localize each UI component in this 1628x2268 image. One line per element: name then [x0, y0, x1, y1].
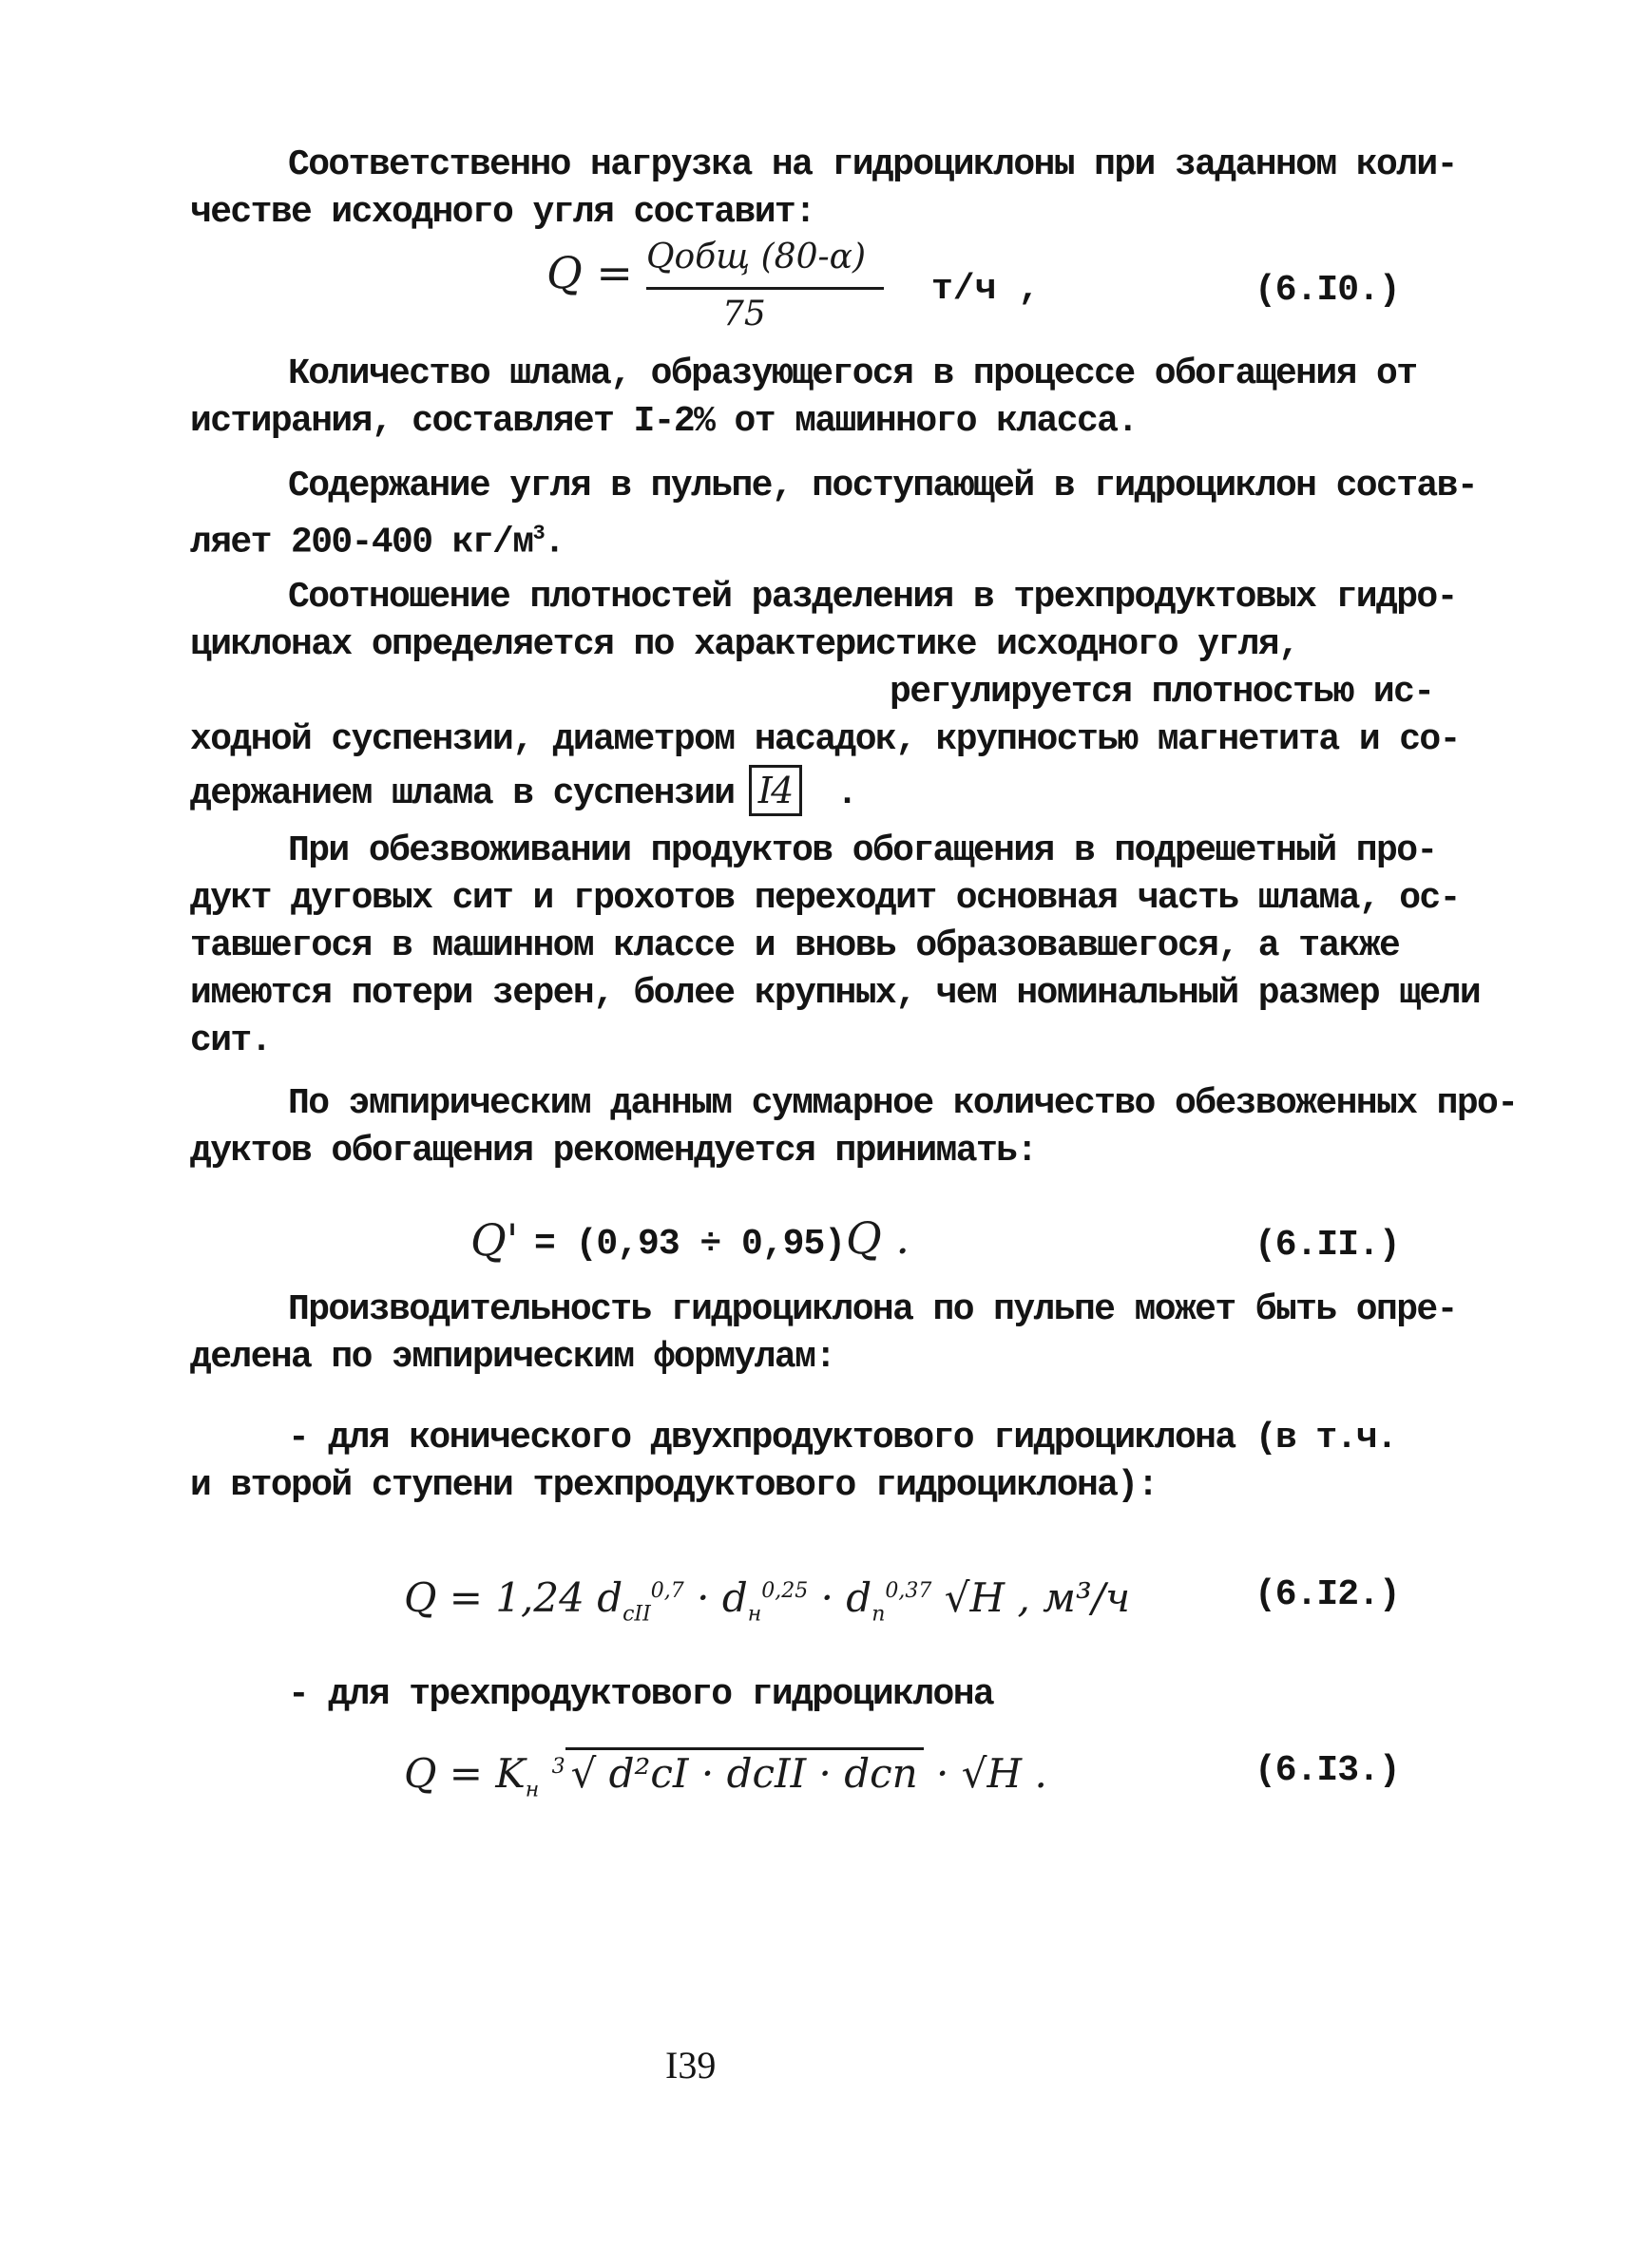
cubic-superscript: 3 [532, 522, 545, 545]
eq-6-10-fraction-bar [646, 287, 884, 290]
eq-6-13-lhs-sub: н [525, 1778, 540, 1802]
eq-6-12-root: √H [944, 1574, 1006, 1621]
eq-6-12-term-3-sub: п [871, 1602, 886, 1627]
eq-6-10-number: (6.I0.) [1255, 270, 1400, 311]
paragraph-4-line-1: Соотношение плотностей разделения в трехпродуктовых гидро- [288, 577, 1457, 618]
paragraph-5-line-3: тавшегося в машинном классе и вновь образовавшегося, а также [190, 925, 1400, 966]
eq-6-10-lhs: Q = [546, 247, 633, 298]
eq-6-12-term-2 [697, 1574, 809, 1627]
eq-6-12-term-1-base: d [597, 1574, 623, 1621]
eq-6-11-number: (6.II.) [1255, 1225, 1400, 1266]
eq-6-13-number: (6.I3.) [1255, 1750, 1400, 1791]
paragraph-9-line-1: - для трехпродуктового гидроциклона [288, 1674, 994, 1715]
paragraph-4-line-2: циклонах определяется по характеристике исходного угля, [190, 624, 1299, 665]
paragraph-5-line-5: сит. [190, 1020, 271, 1061]
paragraph-4-period: . [836, 773, 857, 814]
reference-bracket: I4 [755, 765, 796, 816]
eq-6-12-term-2-sub: н [747, 1602, 762, 1627]
paragraph-1-line-1: Соответственно нагрузка на гидроциклоны при заданном коли- [288, 144, 1457, 185]
paragraph-3-line-2 [190, 511, 564, 566]
eq-6-13-tail: · √H . [936, 1750, 1047, 1797]
eq-6-12-term-3-sup: 0,37 [885, 1579, 932, 1603]
eq-6-10-unit: т/ч , [931, 269, 1041, 310]
paragraph-4-line-4: ходной суспензии, диаметром насадок, крупностью магнетита и со- [190, 719, 1460, 760]
paragraph-3-line-1: Содержание угля в пульпе, поступающей в гидроциклон состав- [288, 466, 1478, 506]
eq-6-12-term-1-sup: 0,7 [650, 1579, 684, 1603]
eq-6-10-denominator: 75 [722, 295, 766, 334]
paragraph-7-line-2: делена по эмпирическим формулам: [190, 1337, 835, 1378]
paragraph-3-line-2-text: ляет 200-400 кг/м [190, 522, 533, 563]
eq-6-12-number: (6.I2.) [1255, 1574, 1400, 1615]
paragraph-8-line-2: и второй ступени трехпродуктового гидроциклона): [190, 1465, 1158, 1506]
eq-6-11-q: Q . [846, 1212, 910, 1264]
paragraph-4-line-3: регулируется плотностью ис- [890, 672, 1434, 713]
equation-6-13 [404, 1744, 1047, 1814]
eq-6-11-lhs: Q' [470, 1214, 519, 1266]
eq-6-12-term-3 [820, 1574, 932, 1627]
paragraph-5-line-2: дукт дуговых сит и грохотов переходит основная часть шлама, ос- [190, 878, 1460, 919]
paragraph-8-line-1: - для конического двухпродуктового гидроциклона (в т.ч. [288, 1418, 1397, 1458]
paragraph-5-line-4: имеются потери зерен, более крупных, чем номинальный размер щели [190, 973, 1481, 1014]
paragraph-7-line-1: Производительность гидроциклона по пульпе может быть опре- [288, 1289, 1457, 1330]
paragraph-4-line-5-text: держанием шлама в суспензии [190, 773, 735, 814]
page-number: I39 [665, 2044, 717, 2087]
eq-6-11-rhs: = (0,93 ÷ 0,95) [534, 1224, 846, 1265]
paragraph-1-line-2: честве исходного угля составит: [190, 192, 815, 233]
paragraph-4-line-5 [190, 765, 856, 817]
eq-6-13-root-index: 3 [551, 1755, 565, 1779]
eq-6-12-unit: , м³/ч [1017, 1574, 1131, 1621]
paragraph-6-line-1: По эмпирическим данным суммарное количество обезвоженных про- [288, 1083, 1518, 1124]
eq-6-12-term-2-sup: 0,25 [761, 1579, 809, 1603]
eq-6-12-term-2-base: · d [697, 1574, 748, 1621]
eq-6-13-lhs: Q = K [404, 1750, 526, 1797]
eq-6-12-term-3-base: · d [820, 1574, 872, 1621]
paragraph-5-line-1: При обезвоживании продуктов обогащения в подрешетный про- [288, 830, 1437, 871]
equation-6-12 [404, 1568, 1130, 1638]
eq-6-12-term-1-sub: cII [622, 1602, 651, 1627]
paragraph-2-line-1: Количество шлама, образующегося в процессе обогащения от [288, 353, 1417, 394]
eq-6-10-numerator: Qобщ (80-α) [646, 238, 867, 276]
eq-6-13-radicand: √ d²cI · dcII · dcп [565, 1747, 924, 1798]
paragraph-3-period: . [544, 522, 565, 563]
paragraph-6-line-2: дуктов обогащения рекомендуется принимать: [190, 1131, 1037, 1172]
eq-6-12-term-1 [597, 1574, 684, 1627]
paragraph-2-line-2: истирания, составляет I-2% от машинного класса. [190, 401, 1138, 442]
eq-6-12-lhs: Q = 1,24 [404, 1574, 584, 1621]
